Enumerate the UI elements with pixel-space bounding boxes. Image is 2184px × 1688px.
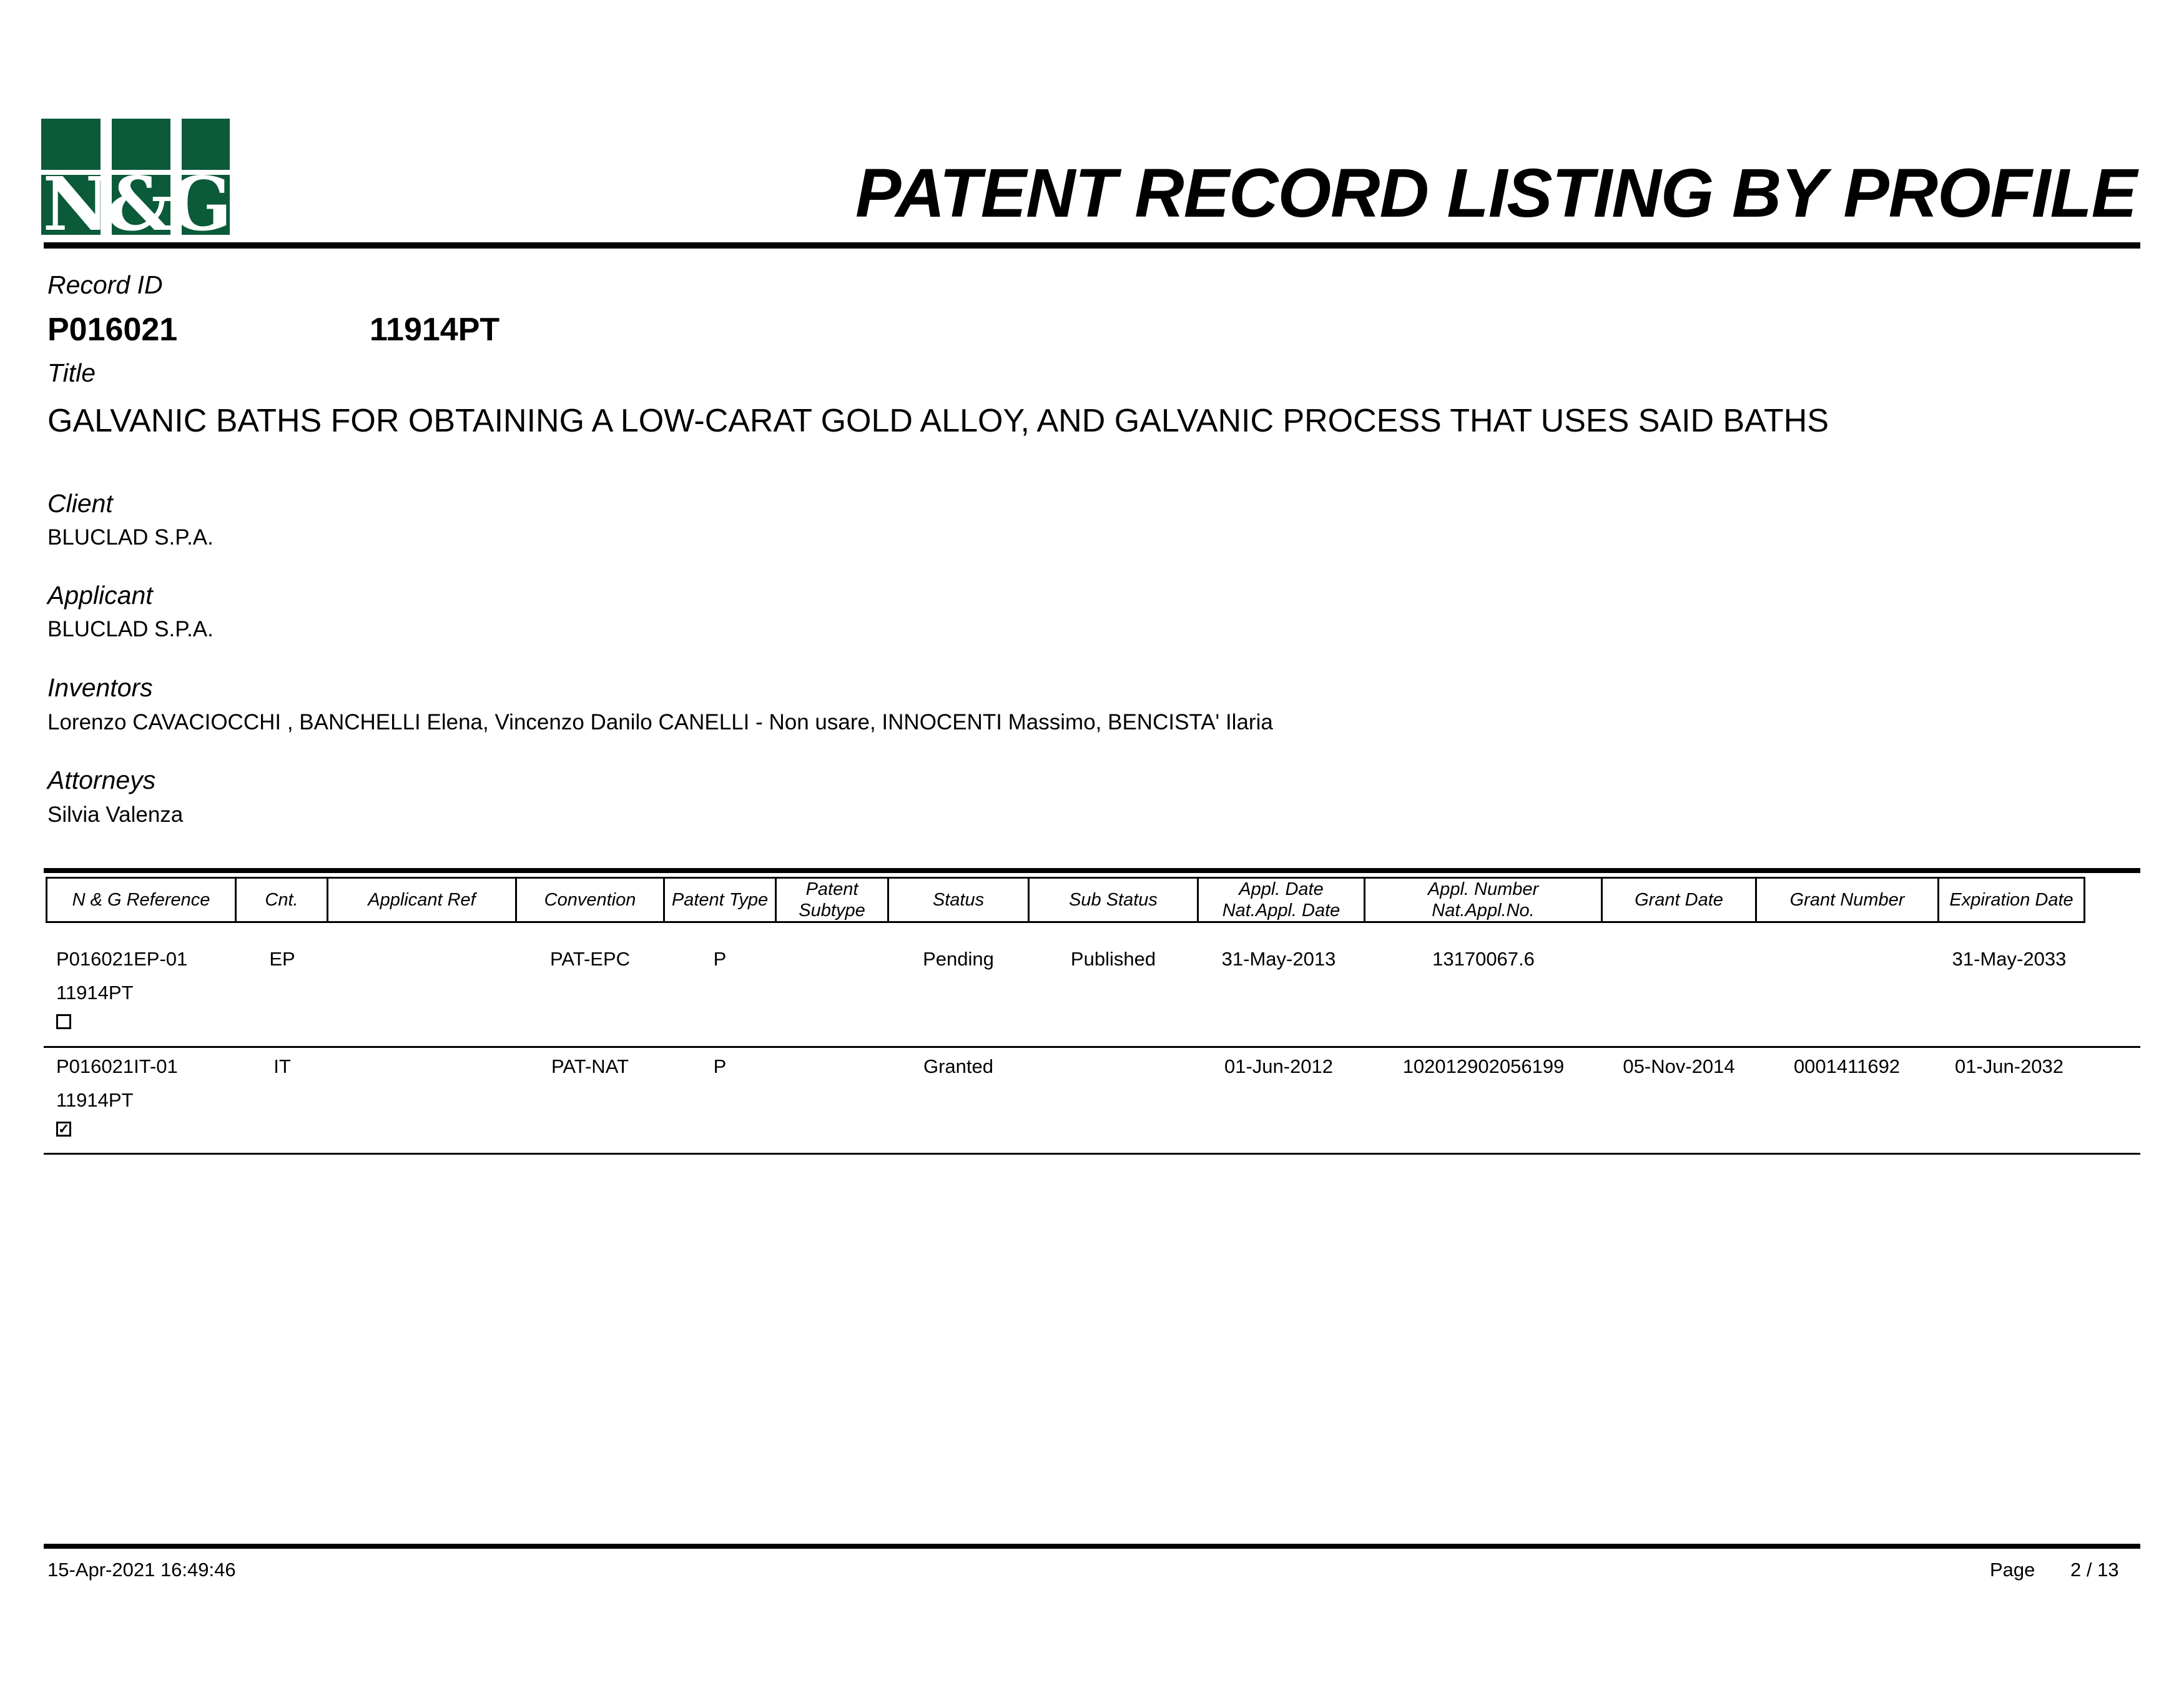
col-patent-subtype: Patent Subtype — [775, 877, 889, 923]
cell-cnt: IT — [273, 1055, 291, 1077]
cell-patent-type: P — [713, 1055, 727, 1077]
cell-code: 11914PT — [56, 982, 134, 1004]
inventors-label: Inventors — [47, 673, 153, 702]
attorneys-label: Attorneys — [47, 766, 156, 794]
footer-divider — [44, 1544, 2140, 1549]
cell-appl-date: 31-May-2013 — [1221, 948, 1336, 970]
cell-appl-number: 13170067.6 — [1432, 948, 1535, 970]
col-cnt: Cnt. — [235, 877, 328, 923]
col-appl-date: Appl. Date Nat.Appl. Date — [1197, 877, 1365, 923]
col-patent-type: Patent Type — [663, 877, 777, 923]
col-sub-status: Sub Status — [1028, 877, 1199, 923]
footer-page-label: Page — [1990, 1559, 2035, 1581]
cell-convention: PAT-NAT — [551, 1055, 629, 1077]
cell-sub-status: Published — [1070, 948, 1156, 970]
col-expiration-date: Expiration Date — [1937, 877, 2085, 923]
row-checkbox[interactable] — [56, 1122, 71, 1137]
footer-timestamp: 15-Apr-2021 16:49:46 — [47, 1559, 236, 1581]
table-bottom-divider — [44, 1153, 2140, 1155]
record-id: P016021 — [47, 312, 178, 348]
cell-patent-type: P — [713, 948, 727, 970]
header-divider — [44, 242, 2140, 249]
client-label: Client — [47, 489, 113, 518]
col-grant-date: Grant Date — [1601, 877, 1757, 923]
inventors-value: Lorenzo CAVACIOCCHI , BANCHELLI Elena, Vincenzo Danilo CANELLI - Non usare, INNOCENTI Massimo, BENCISTA' Ilaria — [47, 710, 1273, 734]
report-title: PATENT RECORD LISTING BY PROFILE — [855, 155, 2137, 232]
cell-cnt: EP — [269, 948, 295, 970]
cell-ng-reference: P016021IT-01 — [56, 1055, 178, 1077]
applicant-label: Applicant — [47, 581, 153, 610]
table-top-divider — [44, 868, 2140, 873]
applicant-value: BLUCLAD S.P.A. — [47, 617, 214, 641]
col-applicant-ref: Applicant Ref — [327, 877, 517, 923]
logo-text: N&G — [42, 160, 229, 235]
client-value: BLUCLAD S.P.A. — [47, 525, 214, 550]
attorneys-value: Silvia Valenza — [47, 802, 184, 827]
cell-status: Pending — [923, 948, 994, 970]
footer-page-number: 2 / 13 — [2070, 1559, 2119, 1581]
cell-grant-number: 0001411692 — [1793, 1055, 1901, 1077]
record-code: 11914PT — [370, 312, 500, 348]
col-appl-number: Appl. Number Nat.Appl.No. — [1364, 877, 1603, 923]
row-divider — [44, 1046, 2140, 1048]
cell-grant-date: 05-Nov-2014 — [1623, 1055, 1735, 1077]
col-status: Status — [887, 877, 1030, 923]
col-grant-number: Grant Number — [1755, 877, 1939, 923]
row-checkbox[interactable] — [56, 1014, 71, 1029]
cell-appl-date: 01-Jun-2012 — [1224, 1055, 1334, 1077]
table-header — [46, 877, 2085, 925]
title-label: Title — [47, 358, 96, 387]
checkmark-icon: ✓ — [58, 1121, 70, 1137]
col-ng-reference: N & G Reference — [46, 877, 237, 923]
cell-convention: PAT-EPC — [549, 948, 631, 970]
patent-title: GALVANIC BATHS FOR OBTAINING A LOW-CARAT GOLD ALLOY, AND GALVANIC PROCESS THAT USES SAID BATHS — [47, 403, 1829, 439]
cell-appl-number: 102012902056199 — [1402, 1055, 1565, 1077]
cell-status: Granted — [923, 1055, 994, 1077]
company-logo — [41, 119, 230, 235]
cell-ng-reference: P016021EP-01 — [56, 948, 188, 970]
cell-expiration-date: 01-Jun-2032 — [1954, 1055, 2064, 1077]
cell-expiration-date: 31-May-2033 — [1952, 948, 2067, 970]
cell-code: 11914PT — [56, 1089, 134, 1111]
col-convention: Convention — [515, 877, 665, 923]
record-id-label: Record ID — [47, 270, 163, 299]
